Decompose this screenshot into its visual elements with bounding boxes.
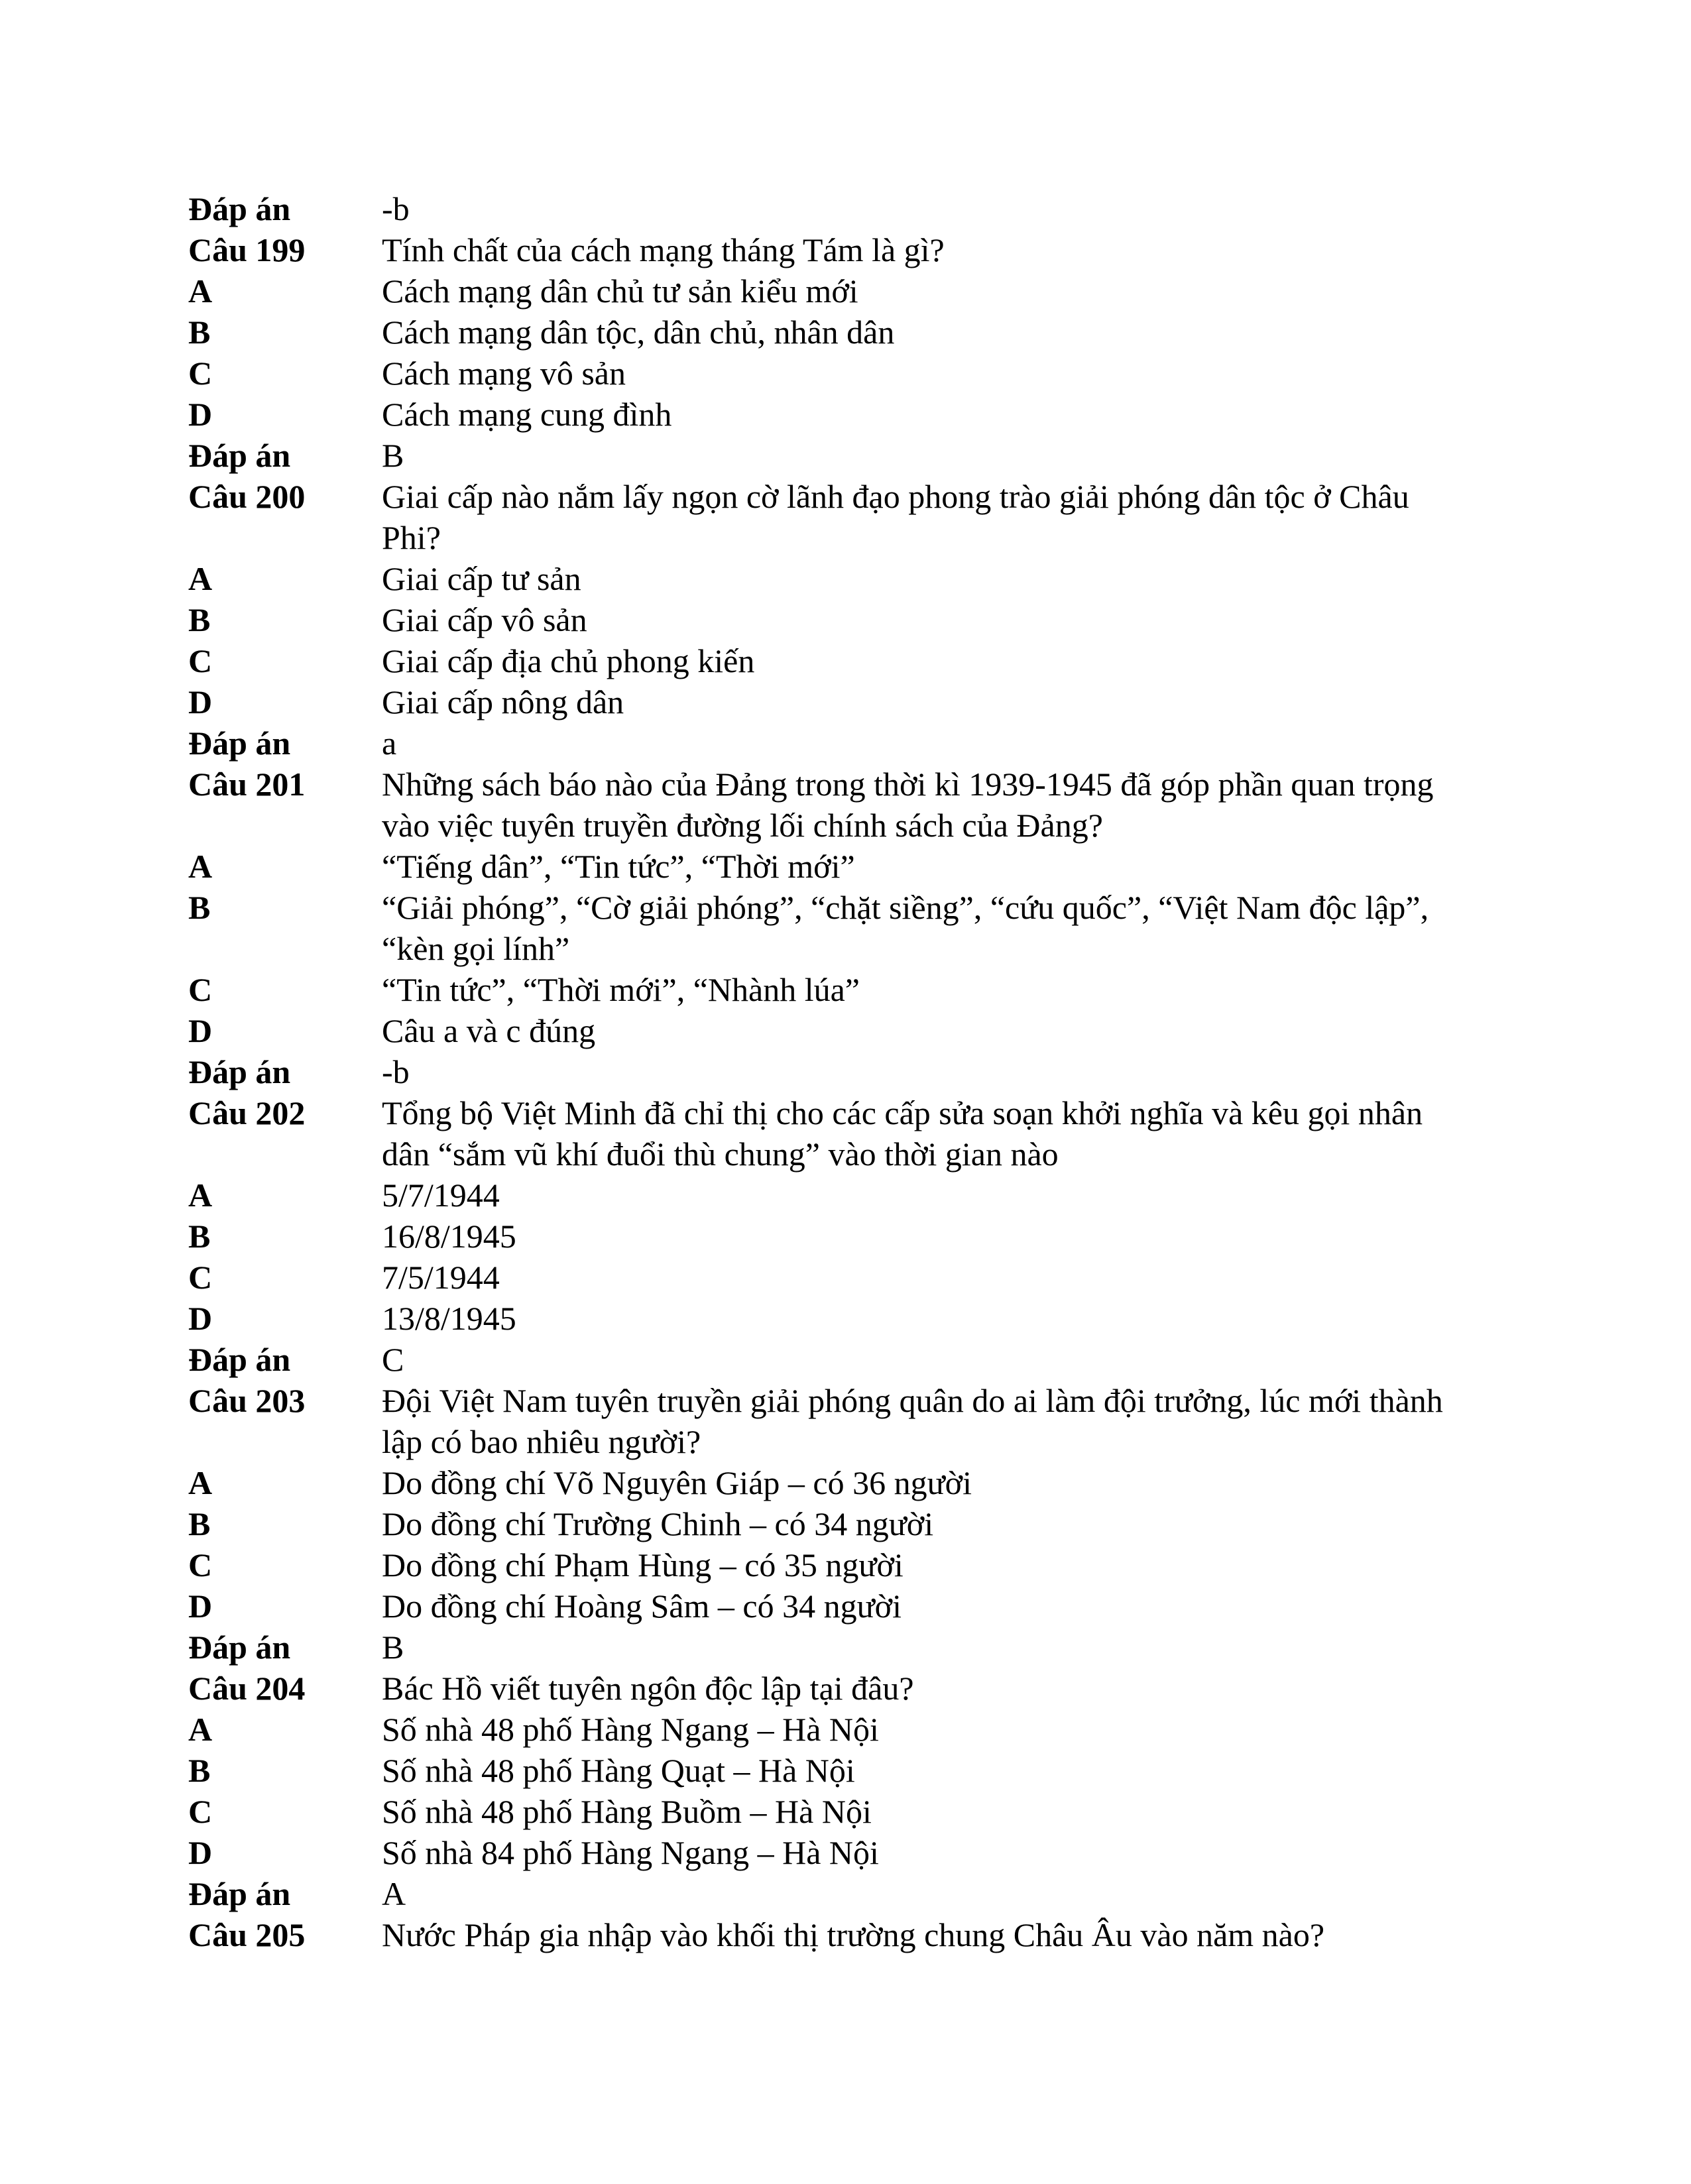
question-text: Đội Việt Nam tuyên truyền giải phóng quân do ai làm đội trưởng, lúc mới thành lập có bao nhiêu người? bbox=[382, 1382, 1443, 1460]
option-text: 7/5/1944 bbox=[382, 1259, 500, 1296]
answer-row bbox=[188, 188, 1448, 229]
option-label: D bbox=[188, 1587, 213, 1625]
option-text: Số nhà 48 phố Hàng Quạt – Hà Nội bbox=[382, 1752, 855, 1789]
option-label: D bbox=[188, 1012, 213, 1049]
answer-label: Đáp án bbox=[188, 1629, 291, 1666]
option-label: C bbox=[188, 355, 213, 392]
question-answer-rows bbox=[188, 188, 1448, 1955]
answer-label: Đáp án bbox=[188, 1875, 291, 1912]
option-label: D bbox=[188, 1300, 213, 1337]
option-row bbox=[188, 353, 1448, 394]
option-label: A bbox=[188, 1464, 213, 1501]
option-row bbox=[188, 1791, 1448, 1832]
option-label: C bbox=[188, 1793, 213, 1830]
option-label: B bbox=[188, 1752, 211, 1789]
option-label: C bbox=[188, 971, 213, 1008]
option-row bbox=[188, 394, 1448, 435]
answer-text: a bbox=[382, 724, 397, 762]
option-text: Giai cấp tư sản bbox=[382, 560, 581, 597]
question-answer-table bbox=[188, 188, 1448, 1955]
option-text: 5/7/1944 bbox=[382, 1177, 500, 1214]
question-text: Nước Pháp gia nhập vào khối thị trường chung Châu Âu vào năm nào? bbox=[382, 1916, 1325, 1953]
option-row bbox=[188, 887, 1448, 969]
option-row bbox=[188, 599, 1448, 640]
option-text: Giai cấp vô sản bbox=[382, 601, 587, 638]
answer-row bbox=[188, 1339, 1448, 1380]
question-text: Những sách báo nào của Đảng trong thời kì 1939-1945 đã góp phần quan trọng vào việc tuyên truyền đường lối chính sách của Đảng? bbox=[382, 766, 1434, 844]
answer-label: Đáp án bbox=[188, 190, 291, 227]
answer-text: -b bbox=[382, 1053, 410, 1090]
option-row bbox=[188, 270, 1448, 312]
option-text: “Tin tức”, “Thời mới”, “Nhành lúa” bbox=[382, 971, 860, 1008]
question-label: Câu 202 bbox=[188, 1094, 306, 1131]
option-label: D bbox=[188, 396, 213, 433]
option-row bbox=[188, 1298, 1448, 1339]
option-text: Do đồng chí Võ Nguyên Giáp – có 36 người bbox=[382, 1464, 972, 1501]
question-row bbox=[188, 229, 1448, 270]
option-row bbox=[188, 1462, 1448, 1503]
answer-label: Đáp án bbox=[188, 1341, 291, 1378]
option-text: Cách mạng dân chủ tư sản kiểu mới bbox=[382, 272, 858, 310]
option-row bbox=[188, 969, 1448, 1010]
answer-label: Đáp án bbox=[188, 724, 291, 762]
question-row bbox=[188, 1092, 1448, 1175]
option-row bbox=[188, 1257, 1448, 1298]
question-row bbox=[188, 1668, 1448, 1709]
option-text: Giai cấp nông dân bbox=[382, 683, 624, 720]
option-text: Do đồng chí Trường Chinh – có 34 người bbox=[382, 1505, 934, 1542]
answer-text: -b bbox=[382, 190, 410, 227]
option-row bbox=[188, 1175, 1448, 1216]
question-text: Tổng bộ Việt Minh đã chỉ thị cho các cấp sửa soạn khởi nghĩa và kêu gọi nhân dân “sắm vũ khí đuổi thù chung” vào thời gian nào bbox=[382, 1094, 1423, 1173]
option-row bbox=[188, 1010, 1448, 1051]
option-row bbox=[188, 312, 1448, 353]
option-text: Số nhà 48 phố Hàng Ngang – Hà Nội bbox=[382, 1711, 879, 1748]
option-label: A bbox=[188, 1177, 213, 1214]
option-label: A bbox=[188, 560, 213, 597]
question-label: Câu 199 bbox=[188, 231, 306, 268]
question-label: Câu 204 bbox=[188, 1670, 306, 1707]
answer-row bbox=[188, 1627, 1448, 1668]
option-label: C bbox=[188, 1259, 213, 1296]
option-text: 16/8/1945 bbox=[382, 1218, 516, 1255]
option-text: Do đồng chí Hoàng Sâm – có 34 người bbox=[382, 1587, 902, 1625]
option-label: A bbox=[188, 272, 213, 310]
option-text: Số nhà 48 phố Hàng Buồm – Hà Nội bbox=[382, 1793, 872, 1830]
answer-row bbox=[188, 1051, 1448, 1092]
option-label: D bbox=[188, 1834, 213, 1871]
question-text: Tính chất của cách mạng tháng Tám là gì? bbox=[382, 231, 945, 268]
option-row bbox=[188, 1544, 1448, 1585]
option-text: Do đồng chí Phạm Hùng – có 35 người bbox=[382, 1546, 904, 1583]
option-label: C bbox=[188, 642, 213, 679]
question-row bbox=[188, 476, 1448, 558]
option-text: Cách mạng cung đình bbox=[382, 396, 672, 433]
option-label: D bbox=[188, 683, 213, 720]
option-label: B bbox=[188, 314, 211, 351]
option-label: A bbox=[188, 848, 213, 885]
answer-text: C bbox=[382, 1341, 404, 1378]
answer-label: Đáp án bbox=[188, 437, 291, 474]
answer-row bbox=[188, 722, 1448, 764]
answer-text: B bbox=[382, 1629, 404, 1666]
answer-row bbox=[188, 1873, 1448, 1914]
option-label: B bbox=[188, 1218, 211, 1255]
question-text: Giai cấp nào nắm lấy ngọn cờ lãnh đạo phong trào giải phóng dân tộc ở Châu Phi? bbox=[382, 478, 1409, 556]
option-text: Cách mạng dân tộc, dân chủ, nhân dân bbox=[382, 314, 895, 351]
option-text: Số nhà 84 phố Hàng Ngang – Hà Nội bbox=[382, 1834, 879, 1871]
option-row bbox=[188, 1216, 1448, 1257]
option-row bbox=[188, 640, 1448, 681]
option-text: 13/8/1945 bbox=[382, 1300, 516, 1337]
answer-row bbox=[188, 435, 1448, 476]
question-text: Bác Hồ viết tuyên ngôn độc lập tại đâu? bbox=[382, 1670, 914, 1707]
option-row bbox=[188, 1832, 1448, 1873]
question-label: Câu 201 bbox=[188, 766, 306, 803]
option-row bbox=[188, 1709, 1448, 1750]
option-row bbox=[188, 1503, 1448, 1544]
question-label: Câu 205 bbox=[188, 1916, 306, 1953]
option-label: B bbox=[188, 1505, 211, 1542]
option-row bbox=[188, 681, 1448, 722]
answer-label: Đáp án bbox=[188, 1053, 291, 1090]
option-label: B bbox=[188, 889, 211, 926]
option-row bbox=[188, 846, 1448, 887]
option-row bbox=[188, 558, 1448, 599]
option-text: “Tiếng dân”, “Tin tức”, “Thời mới” bbox=[382, 848, 855, 885]
option-text: Câu a và c đúng bbox=[382, 1012, 596, 1049]
answer-text: B bbox=[382, 437, 404, 474]
question-label: Câu 200 bbox=[188, 478, 306, 515]
option-row bbox=[188, 1585, 1448, 1627]
question-row bbox=[188, 1914, 1448, 1955]
option-text: Cách mạng vô sản bbox=[382, 355, 626, 392]
option-label: B bbox=[188, 601, 211, 638]
option-text: “Giải phóng”, “Cờ giải phóng”, “chặt siềng”, “cứu quốc”, “Việt Nam độc lập”, “kèn gọi lính” bbox=[382, 889, 1429, 967]
option-label: A bbox=[188, 1711, 213, 1748]
question-row bbox=[188, 764, 1448, 846]
option-label: C bbox=[188, 1546, 213, 1583]
answer-text: A bbox=[382, 1875, 406, 1912]
question-label: Câu 203 bbox=[188, 1382, 306, 1419]
option-row bbox=[188, 1750, 1448, 1791]
option-text: Giai cấp địa chủ phong kiến bbox=[382, 642, 755, 679]
question-row bbox=[188, 1380, 1448, 1462]
